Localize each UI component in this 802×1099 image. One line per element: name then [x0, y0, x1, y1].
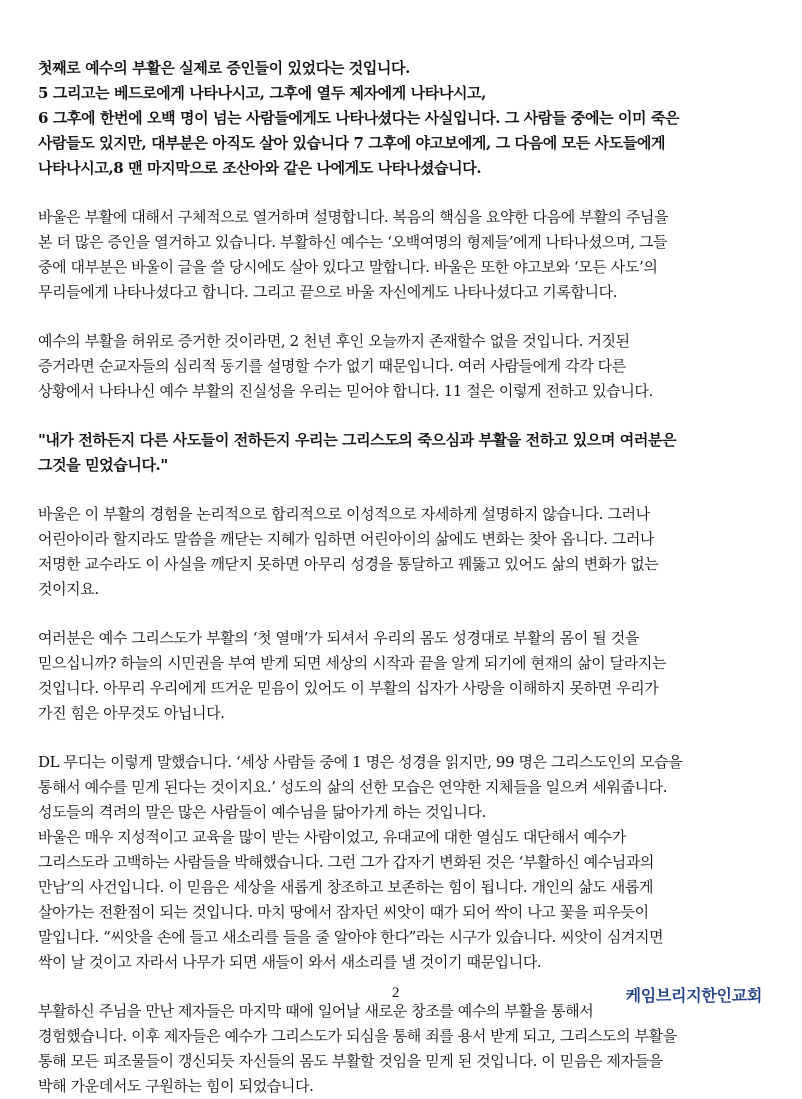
- paragraph-gap: [38, 305, 764, 329]
- paragraph-gap: [38, 726, 764, 750]
- text-line: 그것을 믿었습니다.": [38, 456, 168, 474]
- text-line: 살아가는 전환점이 되는 것입니다. 마치 땅에서 잠자던 씨앗이 때가 되어 싹이 나고 꽃을 피우듯이: [38, 903, 649, 921]
- text-line: 저명한 교수라도 이 사실을 깨닫지 못하면 아무리 성경을 통달하고 꿰뚫고 있어도 삶의 변화가 없는: [38, 555, 659, 573]
- text-line: 것이지요.: [38, 580, 99, 598]
- text-line: DL 무디는 이렇게 말했습니다. ‘세상 사람들 중에 1 명은 성경을 읽지만, 99 명은 그리스도인의 모습을: [38, 753, 683, 771]
- text-line: 바울은 매우 지성적이고 교육을 많이 받는 사람이었고, 유대교에 대한 열심도 대단해서 예수가: [38, 828, 626, 846]
- body-paragraph: [38, 502, 764, 602]
- text-line: 무리들에게 나타나셨다고 합니다. 그리고 끝으로 바울 자신에게도 나타나셨다고 기록합니다.: [38, 283, 618, 301]
- text-line: 경험했습니다. 이후 제자들은 예수가 그리스도가 되심을 통해 죄를 용서 받게 되고, 그리스도의 부활을: [38, 1027, 677, 1045]
- text-line: 본 더 많은 증인을 열거하고 있습니다. 부활하신 예수는 ‘오백여명의 형제들’에게 나타나셨으며, 그들: [38, 233, 668, 251]
- text-line: 예수의 부활을 허위로 증거한 것이라면, 2 천년 후인 오늘까지 존재할수 없을 것입니다. 거짓된: [38, 332, 630, 350]
- scripture-quote-paragraph: [38, 56, 764, 181]
- text-line: 그리스도라 고백하는 사람들을 박해했습니다. 그런 그가 갑자기 변화된 것은 ‘부활하신 예수님과의: [38, 853, 655, 871]
- paragraph-gap: [38, 181, 764, 205]
- church-name: 케임브리지한인교회: [625, 986, 762, 1005]
- page-number: 2: [392, 985, 400, 1001]
- text-line: 말입니다. “씨앗을 손에 들고 새소리를 들을 줄 알아야 한다”라는 시구가 있습니다. 씨앗이 심겨지면: [38, 928, 664, 946]
- text-line: 통해서 예수를 믿게 된다는 것이지요.’ 성도의 삶의 선한 모습은 연약한 지체들을 일으켜 세워줍니다.: [38, 778, 668, 796]
- text-line: 사람들도 있지만, 대부분은 아직도 살아 있습니다 7 그후에 야고보에게, 그 다음에 모든 사도들에게: [38, 134, 666, 152]
- text-line: 중에 대부분은 바울이 글을 쓸 당시에도 살아 있다고 말합니다. 바울은 또한 야고보와 ‘모든 사도’의: [38, 258, 658, 276]
- paragraph-gap: [38, 404, 764, 428]
- text-line: 첫째로 예수의 부활은 실제로 증인들이 있었다는 것입니다.: [38, 59, 410, 77]
- text-line: 성도들의 격려의 말은 많은 사람들이 예수님을 닮아가게 하는 것입니다.: [38, 803, 486, 821]
- text-line: 믿으십니까? 하늘의 시민권을 부여 받게 되면 세상의 시작과 끝을 알게 되기에 현재의 삶이 달라지는: [38, 654, 667, 672]
- text-line: 5 그리고는 베드로에게 나타나시고, 그후에 열두 제자에게 나타나시고,: [38, 84, 486, 102]
- scripture-quote-paragraph: [38, 428, 764, 478]
- text-line: 여러분은 예수 그리스도가 부활의 ‘첫 열매’가 되셔서 우리의 몸도 성경대로 부활의 몸이 될 것을: [38, 629, 639, 647]
- text-line: 6 그후에 한번에 오백 명이 넘는 사람들에게도 나타나셨다는 사실입니다. 그 사람들 중에는 이미 죽은: [38, 109, 680, 127]
- text-line: 바울은 부활에 대해서 구체적으로 열거하며 설명합니다. 복음의 핵심을 요약한 다음에 부활의 주님을: [38, 208, 669, 226]
- text-line: "내가 전하든지 다른 사도들이 전하든지 우리는 그리스도의 죽으심과 부활을 전하고 있으며 여러분은: [38, 431, 677, 449]
- text-line: 증거라면 순교자들의 심리적 동기를 설명할 수가 없기 때문입니다. 여러 사람들에게 각각 다른: [38, 357, 626, 375]
- text-line: 가진 힘은 아무것도 아닙니다.: [38, 704, 225, 722]
- paragraph-gap: [38, 602, 764, 626]
- text-line: 박해 가운데서도 구원하는 힘이 되었습니다.: [38, 1077, 314, 1095]
- body-paragraph: [38, 626, 764, 726]
- text-line: 통해 모든 피조물들이 갱신되듯 자신들의 몸도 부활할 것임을 믿게 된 것입니다. 이 믿음은 제자들을: [38, 1052, 663, 1070]
- text-line: 바울은 이 부활의 경험을 논리적으로 합리적으로 이성적으로 자세하게 설명하지 않습니다. 그러나: [38, 505, 650, 523]
- text-line: 싹이 날 것이고 자라서 나무가 되면 새들이 와서 새소리를 낼 것이기 때문입니다.: [38, 953, 542, 971]
- body-paragraph: [38, 329, 764, 404]
- text-line: 것입니다. 아무리 우리에게 뜨거운 믿음이 있어도 이 부활의 십자가 사랑을 이해하지 못하면 우리가: [38, 679, 659, 697]
- paragraph-gap: [38, 478, 764, 502]
- text-line: 부활하신 주님을 만난 제자들은 마지막 때에 일어날 새로운 창조를 예수의 부활을 통해서: [38, 1002, 594, 1020]
- text-line: 어린아이라 할지라도 말씀을 깨닫는 지혜가 임하면 어린아이의 삶에도 변화는 찾아 옵니다. 그러나: [38, 530, 655, 548]
- body-paragraph: [38, 205, 764, 305]
- text-line: 나타나시고,8 맨 마지막으로 조산아와 같은 나에게도 나타나셨습니다.: [38, 159, 482, 177]
- body-paragraph: [38, 999, 764, 1099]
- text-line: 상황에서 나타나신 예수 부활의 진실성을 우리는 믿어야 합니다. 11 절은 이렇게 전하고 있습니다.: [38, 382, 653, 400]
- document-body: [38, 56, 764, 1099]
- text-line: 만남’의 사건입니다. 이 믿음은 세상을 새롭게 창조하고 보존하는 힘이 됩니다. 개인의 삶도 새롭게: [38, 878, 654, 896]
- body-paragraph: [38, 750, 764, 975]
